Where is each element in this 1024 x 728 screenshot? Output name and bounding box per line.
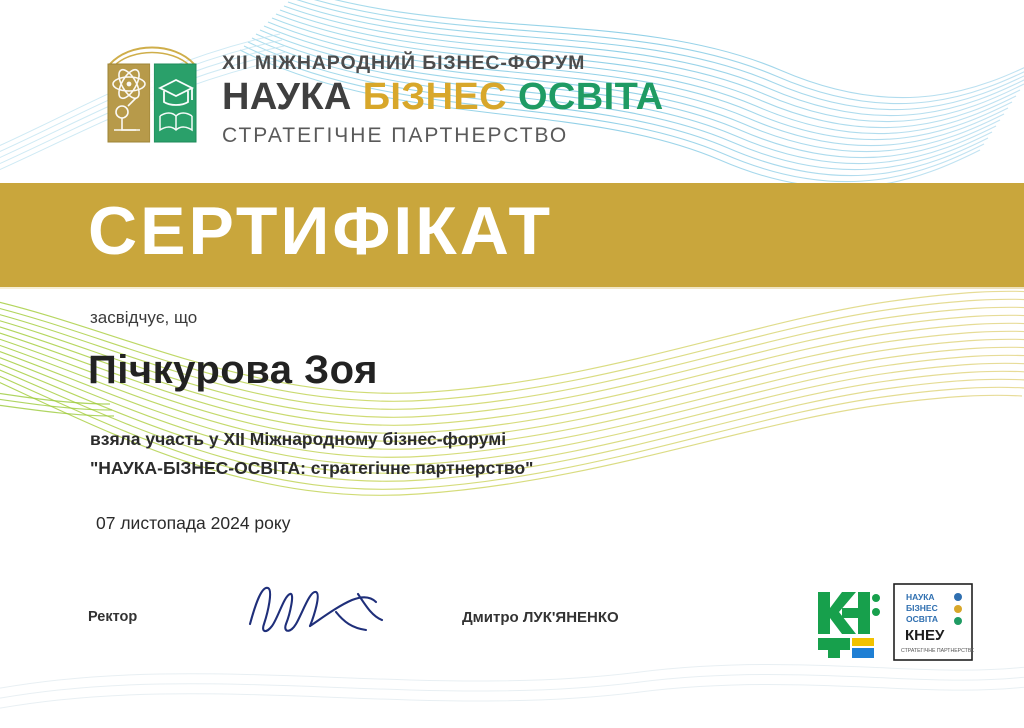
forum-tagline: СТРАТЕГІЧНЕ ПАРТНЕРСТВО [222,123,569,147]
forum-title-block [222,52,822,148]
certifies-label: засвідчує, що [90,308,198,327]
forum-subtitle-line: XII МІЖНАРОДНИЙ БІЗНЕС-ФОРУМ [222,52,586,74]
svg-text:БІЗНЕС: БІЗНЕС [906,603,938,613]
forum-word-osvita: ОСВІТА [517,76,664,118]
footer-logos [806,578,974,664]
participation-line-1: взяла участь у XII Міжнародному бізнес-форумі [90,429,507,449]
forum-logo [92,34,212,152]
certificate-header [0,0,1024,172]
participation-line-2: "НАУКА-БІЗНЕС-ОСВІТА: стратегічне партнерство" [90,457,534,478]
recipient-name: Пічкурова Зоя [88,348,378,392]
participation-text [90,425,533,483]
svg-text:НАУКА: НАУКА [906,592,935,602]
certificate-title-band [0,183,1024,287]
signatory-role: Ректор [88,609,138,625]
forum-word-biznes: БІЗНЕС [362,76,507,118]
svg-text:ОСВІТА: ОСВІТА [906,614,939,624]
svg-text:КНЕУ: КНЕУ [905,627,945,644]
svg-text:СТРАТЕГІЧНЕ ПАРТНЕРСТВО: СТРАТЕГІЧНЕ ПАРТНЕРСТВО [901,648,974,654]
signatory-name: Дмитро ЛУК'ЯНЕНКО [462,609,619,626]
forum-word-nauka: НАУКА [222,76,352,118]
certificate-title: СЕРТИФІКАТ [88,193,554,269]
forum-badge-logo [894,584,974,660]
event-date: 07 листопада 2024 року [96,513,291,533]
forum-main-title [222,78,822,118]
kneu-logo-mark [808,584,884,660]
signature-icon [240,572,400,642]
